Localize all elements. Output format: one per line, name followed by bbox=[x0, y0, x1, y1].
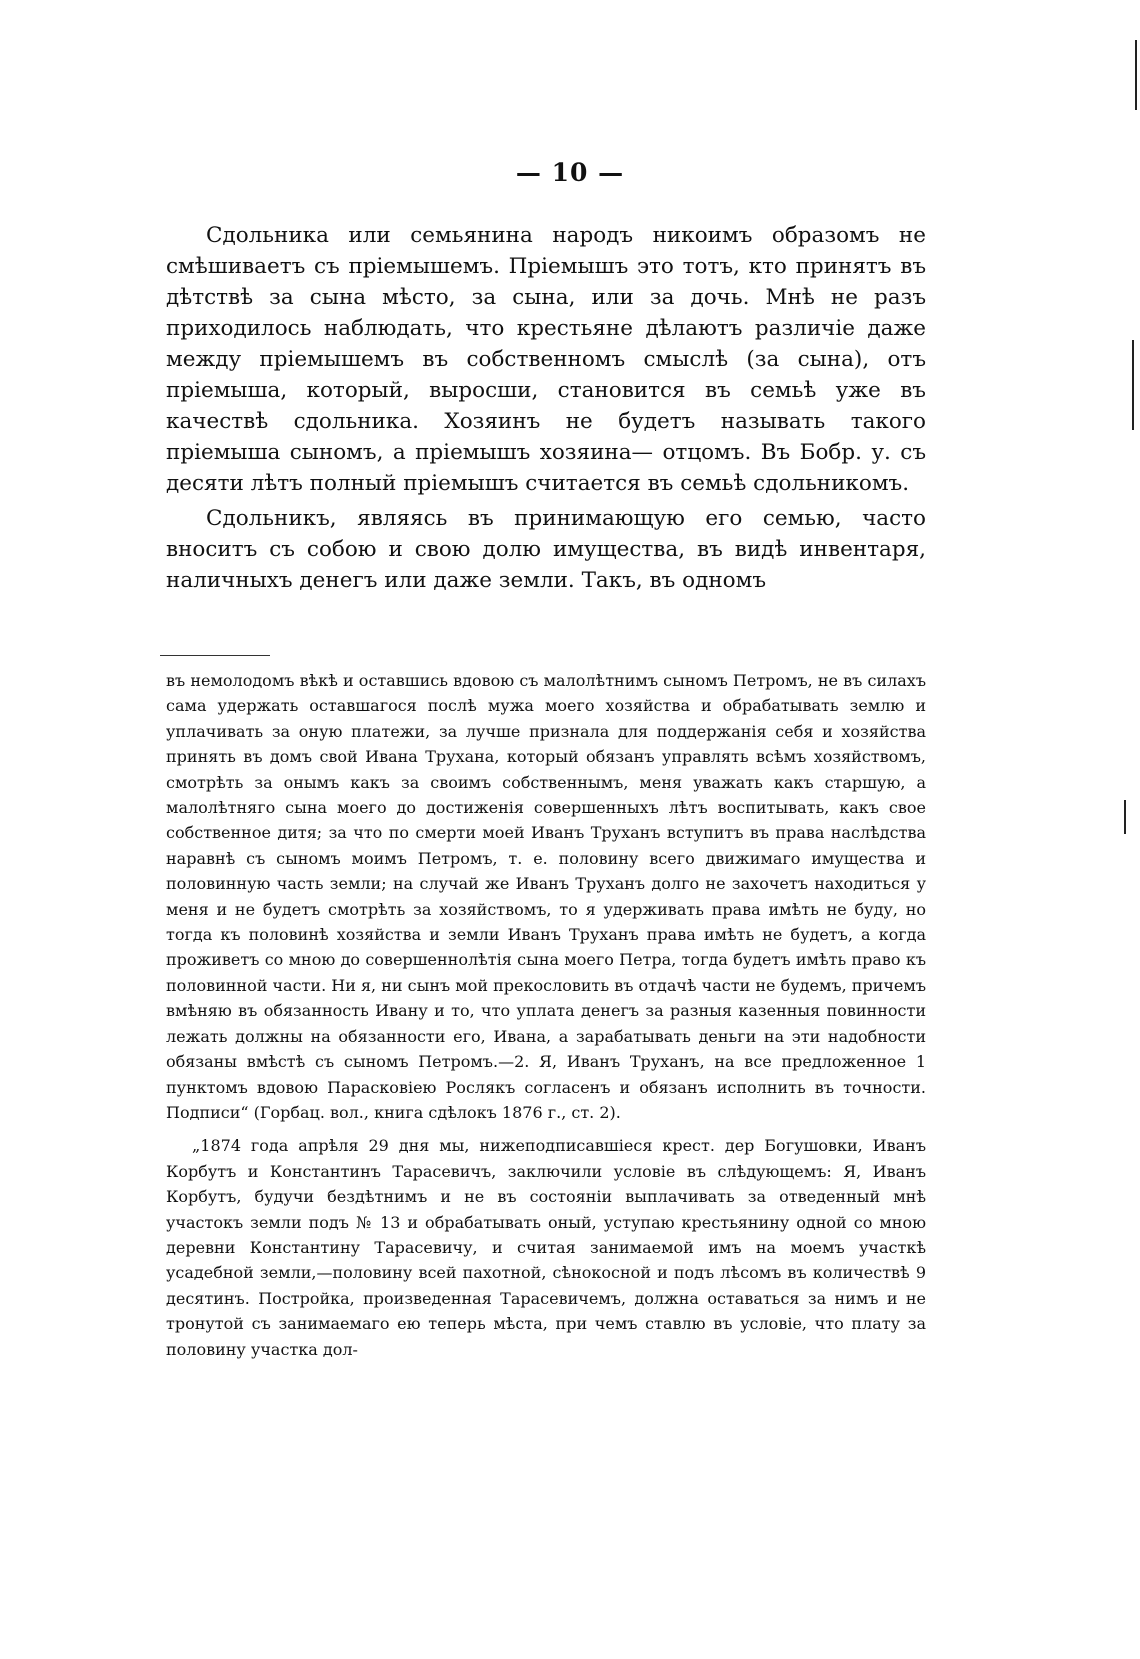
page-number: — 10 — bbox=[515, 158, 625, 187]
main-text-block bbox=[166, 220, 926, 596]
main-paragraph-1: Сдольника или семьянина народъ никоимъ образомъ не смѣшиваетъ съ пріемышемъ. Пріемышъ это тотъ, кто принятъ въ дѣтствѣ за сына мѣсто, за сына, или за дочь. Мнѣ не разъ приходилось наблюдать, что крестьяне дѣлаютъ различіе даже между пріемышемъ въ собственномъ смыслѣ (за сына), отъ пріемыша, который, выросши, становится въ семьѣ уже въ качествѣ сдольника. Хозяинъ не будетъ называть такого пріемыша сыномъ, а пріемышъ хозяина— отцомъ. Въ Бобр. у. съ десяти лѣтъ полный пріемышъ считается въ семьѣ сдольникомъ. bbox=[166, 223, 926, 496]
scan-margin-mark bbox=[1135, 40, 1137, 110]
scan-margin-mark bbox=[1124, 800, 1126, 834]
footnote-block bbox=[166, 668, 926, 1362]
footnote-paragraph-2: „1874 года апрѣля 29 дня мы, нижеподписавшіеся крест. дер Богушовки, Иванъ Корбутъ и Константинъ Тарасевичъ, заключили условіе въ слѣдующемъ: Я, Иванъ Корбутъ, будучи бездѣтнимъ и не въ состояніи выплачивать за отведенный мнѣ участокъ земли подъ № 13 и обрабатывать оный, уступаю крестьянину одной со мною деревни Константину Тарасевичу, и считая занимаемой имъ на моемъ участкѣ усадебной земли,—половину всей пахотной, сѣнокосной и подъ лѣсомъ въ количествѣ 9 десятинъ. Постройка, произведенная Тарасевичемъ, должна оставаться за нимъ и не тронутой съ занимаемаго ею теперь мѣста, при чемъ ставлю въ условіе, что плату за половину участка дол- bbox=[166, 1136, 926, 1359]
main-paragraph-2: Сдольникъ, являясь въ принимающую его семью, часто вноситъ съ собою и свою долю имущества, въ видѣ инвентаря, наличныхъ денегъ или даже земли. Такъ, въ одномъ bbox=[166, 506, 926, 593]
scan-margin-mark bbox=[1132, 340, 1134, 430]
footnote-paragraph-1: въ немолодомъ вѣкѣ и оставшись вдовою съ малолѣтнимъ сыномъ Петромъ, не въ силахъ сама удержать оставшагося послѣ мужа моего хозяйства и обрабатывать землю и уплачивать за оную платежи, за лучше признала для поддержанія себя и хозяйства принять въ домъ свой Ивана Трухана, который обязанъ управлять всѣмъ хозяйствомъ, смотрѣть за онымъ какъ за своимъ собственнымъ, меня уважать какъ старшую, а малолѣтняго сына моего до достиженія совершенныхъ лѣтъ воспитывать, какъ свое собственное дитя; за что по смерти моей Иванъ Труханъ вступитъ въ права наслѣдства наравнѣ съ сыномъ моимъ Петромъ, т. е. половину всего движимаго имущества и половинную часть земли; на случай же Иванъ Труханъ долго не захочетъ находиться у меня и не будетъ смотрѣть за хозяйствомъ, то я удерживать права имѣть не буду, но тогда къ половинѣ хозяйства и земли Иванъ Труханъ права имѣть не будетъ, а когда проживетъ со мною до совершеннолѣтія сына моего Петра, тогда будетъ имѣть право къ половинной части. Ни я, ни сынъ мой прекословить въ отдачѣ части не будемъ, причемъ вмѣняю въ обязанность Ивану и то, что уплата денегъ за разныя казенныя повинности лежать должны на обязанности его, Ивана, а зарабатывать деньги на эти надобности обязаны вмѣстѣ съ сыномъ Петромъ.—2. Я, Иванъ Труханъ, на все предложенное 1 пунктомъ вдовою Парасковіею Рослякъ согласенъ и обязанъ исполнить въ точности. Подписи“ (Горбац. вол., книга сдѣлокъ 1876 г., ст. 2). bbox=[166, 671, 926, 1122]
footnote-separator bbox=[160, 655, 270, 656]
